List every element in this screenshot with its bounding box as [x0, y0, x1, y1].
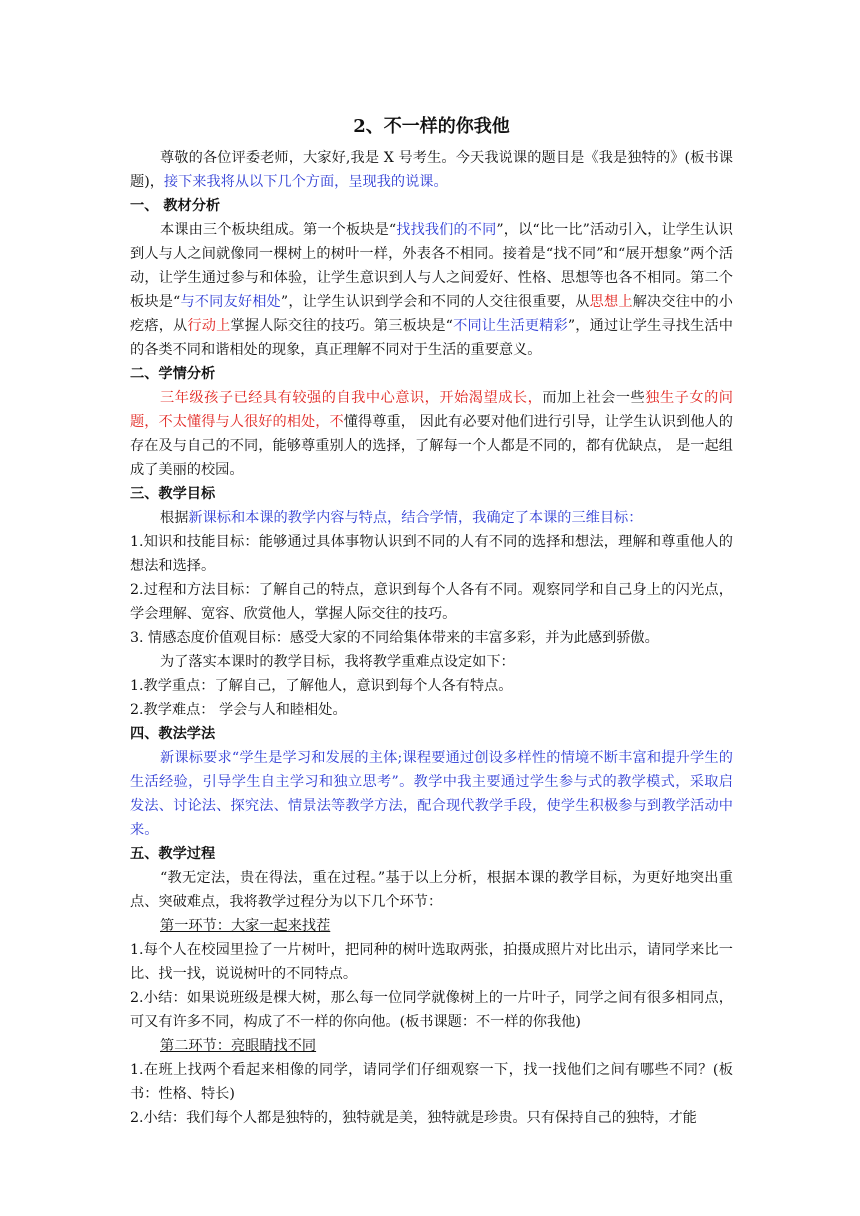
link-heading-2	[130, 1034, 733, 1058]
document-body	[130, 112, 733, 1130]
section-1-paragraph	[130, 218, 733, 362]
text-run: 解决交往中的小疙瘩，从	[130, 294, 733, 334]
section-heading-1: 一、 教材分析	[130, 198, 221, 214]
goal-item: 3. 情感态度价值观目标：感受大家的不同给集体带来的丰富多彩，并为此感到骄傲。	[130, 630, 659, 646]
section-heading-3: 三、教学目标	[130, 486, 216, 502]
text-run: 而加上社会一些	[542, 390, 646, 406]
section-heading-4: 四、教法学法	[130, 726, 216, 742]
intro-highlight: 接下来我将从以下几个方面，呈现我的说课。	[163, 174, 448, 190]
link-title: 第二环节：亮眼睛找不同	[160, 1038, 317, 1054]
goal-item: 2.过程和方法目标：了解自己的特点，意识到每个人各有不同。观察同学和自己身上的闪光点，学会理解、宽容、欣赏他人，掌握人际交往的技巧。	[130, 582, 733, 622]
highlight-blue: 新课标和本课的教学内容与特点，结合学情，我确定了本课的三维目标：	[188, 510, 643, 526]
text-run: 本课由三个板块组成。第一个板块是“	[160, 222, 397, 238]
document-title: 2、不一样的你我他	[353, 116, 510, 137]
highlight-red: 三年级孩子已经具有较强的自我中心意识，开始渴望成长，	[160, 390, 543, 406]
link-item: 1.每个人在校园里捡了一片树叶，把同种的树叶选取两张，拍摄成照片对比出示，请同学来比一比、找一找，说说树叶的不同特点。	[130, 942, 733, 982]
link-item: 2.小结：我们每个人都是独特的，独特就是美，独特就是珍贵。只有保持自己的独特，才能	[130, 1110, 697, 1126]
section-4-paragraph: 新课标要求“学生是学习和发展的主体;课程要通过创设多样性的情境不断丰富和提升学生的生活经验，引导学生自主学习和独立思考”。教学中我主要通过学生参与式的教学模式，采取启发法、讨论法、探究法、情景法等教学方法，配合现代教学手段，使学生积极参与到教学活动中来。	[130, 750, 733, 838]
text-run: 根据	[160, 510, 189, 526]
link-item: 2.小结：如果说班级是棵大树，那么每一位同学就像树上的一片叶子，同学之间有很多相同点，可又有许多不同，构成了不一样的你向他。(板书课题：不一样的你我他)	[130, 990, 733, 1030]
key-points-lead: 为了落实本课时的教学目标，我将教学重难点设定如下：	[160, 654, 515, 670]
text-run: ”，以“比一比”活动引入，让学生认识到人与人之间就像同一棵树上的树叶一样，外表各不相同。接着是“找不同”和“展开想象”两个活动，让学生通过参与和体验，让学生意识到人与人之间爱好、性格、思想等也各不相同。第二个板块是“	[130, 222, 733, 310]
goals-lead	[130, 506, 733, 530]
intro-paragraph	[130, 146, 733, 194]
key-point-item: 2.教学难点： 学会与人和睦相处。	[130, 702, 347, 718]
process-lead: “教无定法，贵在得法，重在过程。”基于以上分析，根据本课的教学目标，为更好地突出重点、突破难点，我将教学过程分为以下几个环节：	[130, 870, 733, 910]
text-run: ”，通过让学生寻找生活中的各类不同和谐相处的现象，真正理解不同对于生活的重要意义。	[130, 318, 733, 358]
key-point-item: 1.教学重点：了解自己，了解他人，意识到每个人各有特点。	[130, 678, 513, 694]
link-title: 第一环节：大家一起来找茬	[160, 918, 331, 934]
section-heading-2: 二、学情分析	[130, 366, 216, 382]
text-run: 掌握人际交往的技巧。第三板块是“	[230, 318, 453, 334]
intro-text: 尊敬的各位评委老师，大家好,我是 X 号考生。今天我说课的题目是《我是独特的》(板书课题)，	[130, 150, 733, 190]
link-heading-1	[130, 914, 733, 938]
highlight-red: 行动上	[187, 318, 231, 334]
section-2-paragraph	[130, 386, 733, 482]
highlight-red: 独生子女的问题，不太懂得与人很好的相处，不	[130, 390, 733, 430]
link-item: 1.在班上找两个看起来相像的同学，请同学们仔细观察一下，找一找他们之间有哪些不同？(板书：性格、特长)	[130, 1062, 733, 1102]
highlight-blue: 与不同友好相处	[180, 294, 281, 310]
highlight-red: 思想上	[589, 294, 633, 310]
section-heading-5: 五、教学过程	[130, 846, 216, 862]
text-run: ”，让学生认识到学会和不同的人交往很重要，从	[280, 294, 590, 310]
highlight-blue: 不同让生活更精彩	[452, 318, 568, 334]
text-run: 懂得尊重， 因此有必要对他们进行引导，让学生认识到他人的存在及与自己的不同，能够尊重别人的选择，了解每一个人都是不同的，都有优缺点， 是一起组成了美丽的校园。	[130, 414, 733, 478]
highlight-blue: 找找我们的不同	[396, 222, 497, 238]
goal-item: 1.知识和技能目标：能够通过具体事物认识到不同的人有不同的选择和想法，理解和尊重他人的想法和选择。	[130, 534, 733, 574]
